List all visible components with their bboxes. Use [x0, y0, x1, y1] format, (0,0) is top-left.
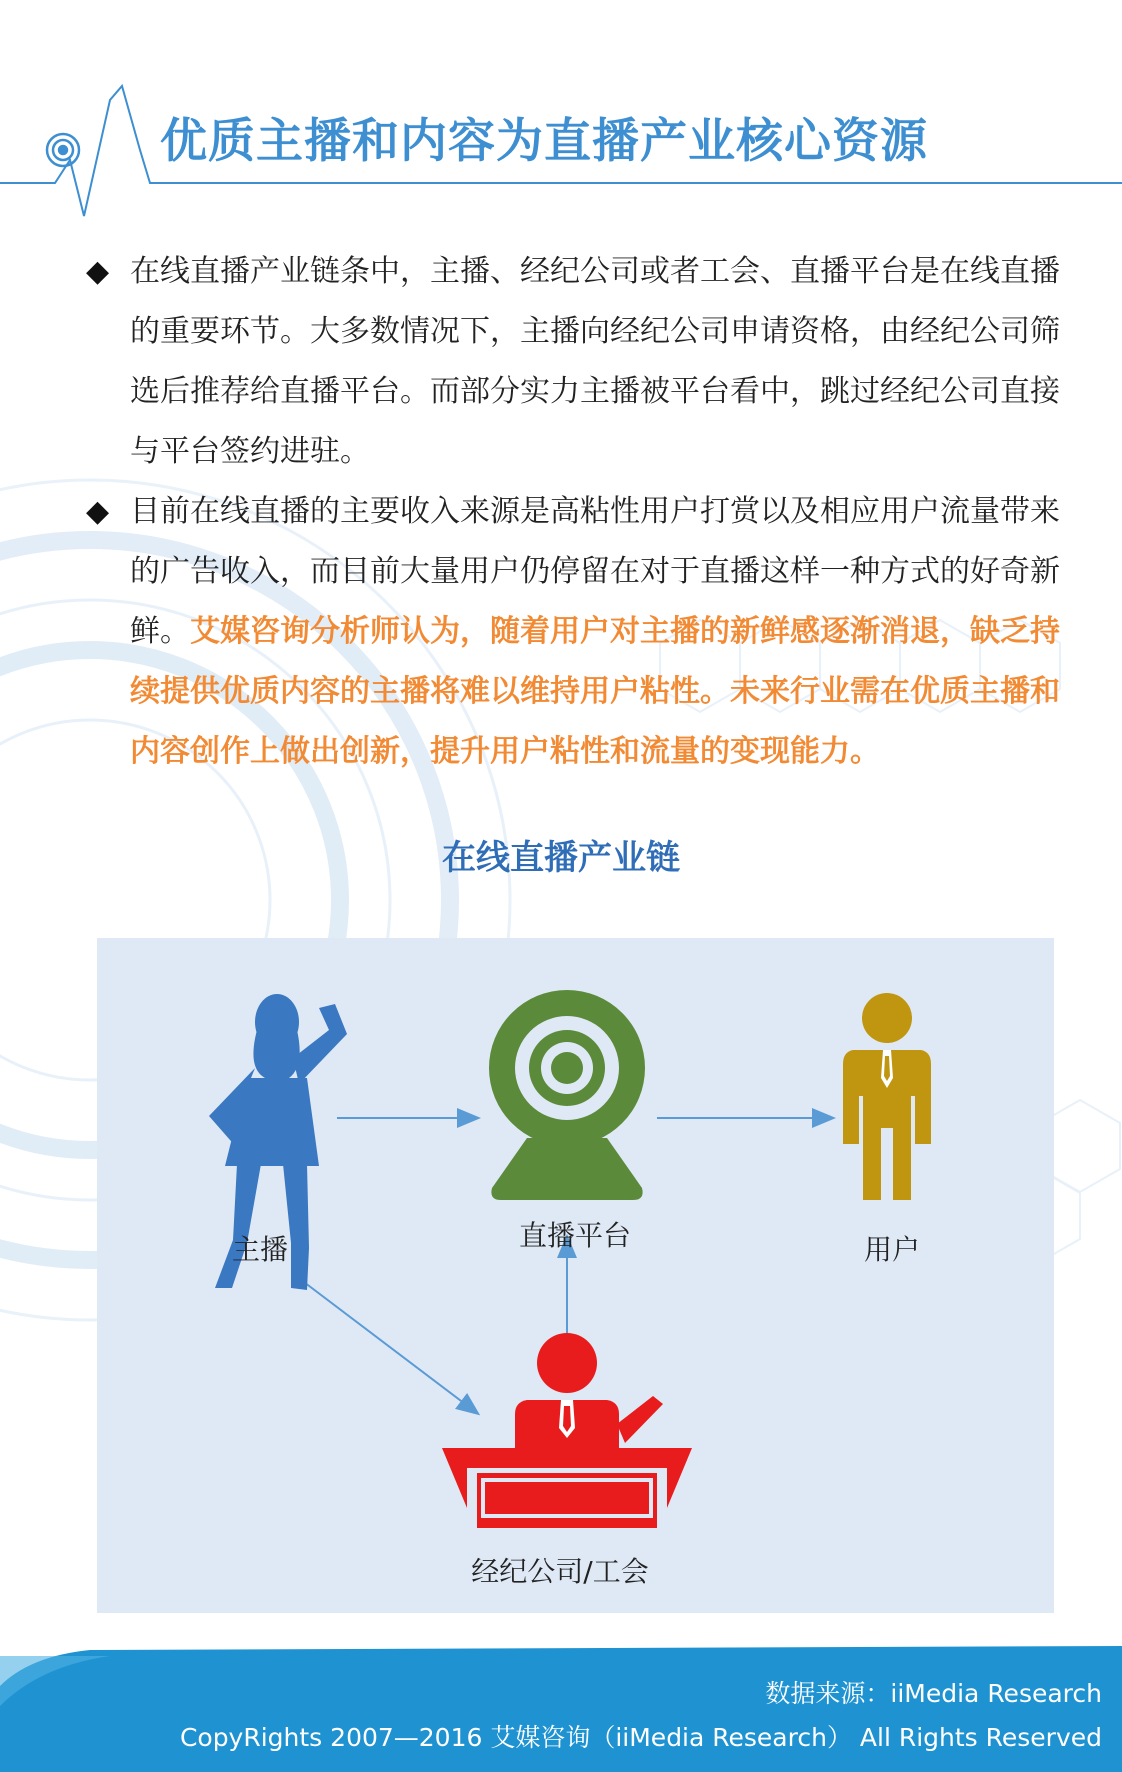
bullet-highlight: 艾媒咨询分析师认为，随着用户对主播的新鲜感逐渐消退，缺乏持续提供优质内容的主播将难以维持用户粘性。未来行业需在优质主播和内容创作上做出创新，提升用户粘性和流量的变现能力。: [130, 614, 1060, 769]
copyright: CopyRights 2007—2016 艾媒咨询（iiMedia Research） All Rights Reserved: [179, 1723, 1102, 1752]
bullet-text: [130, 482, 1066, 782]
webcam-icon: [489, 990, 645, 1200]
data-source: 数据来源：iiMedia Research: [765, 1679, 1102, 1708]
diagram-title: 在线直播产业链: [442, 838, 680, 878]
diamond-bullet-icon: ◆: [86, 254, 110, 289]
signal-icon: [47, 134, 79, 166]
bullet-item-2: [86, 482, 1066, 782]
businessman-icon: [843, 993, 931, 1200]
node-label-user: 用户: [863, 1233, 921, 1266]
speaker-podium-icon: [442, 1333, 692, 1528]
diagram-canvas: [97, 938, 1054, 1613]
page-title: 优质主播和内容为直播产业核心资源: [160, 114, 928, 169]
node-label-anchor: 主播: [231, 1233, 289, 1266]
node-label-platform: 直播平台: [518, 1219, 632, 1252]
footer-band: [0, 1646, 1122, 1772]
bullet-text: [130, 242, 1066, 482]
bullet-body: 在线直播产业链条中，主播、经纪公司或者工会、直播平台是在线直播的重要环节。大多数情况下，主播向经纪公司申请资格，由经纪公司筛选后推荐给直播平台。而部分实力主播被平台看中，跳过经纪公司直接与平台签约进驻。: [130, 254, 1060, 469]
diamond-bullet-icon: ◆: [86, 494, 110, 529]
industry-chain-diagram: [97, 938, 1054, 1613]
bullet-body: 目前在线直播的主要收入来源是高粘性用户打赏以及相应用户流量带来的广告收入，而目前大量用户仍停留在对于直播这样一种方式的好奇新鲜。: [130, 494, 1060, 649]
bullet-item-1: [86, 242, 1066, 482]
arrow-anchor-to-agency: [292, 1273, 477, 1413]
node-label-agency: 经纪公司/工会: [471, 1555, 649, 1588]
